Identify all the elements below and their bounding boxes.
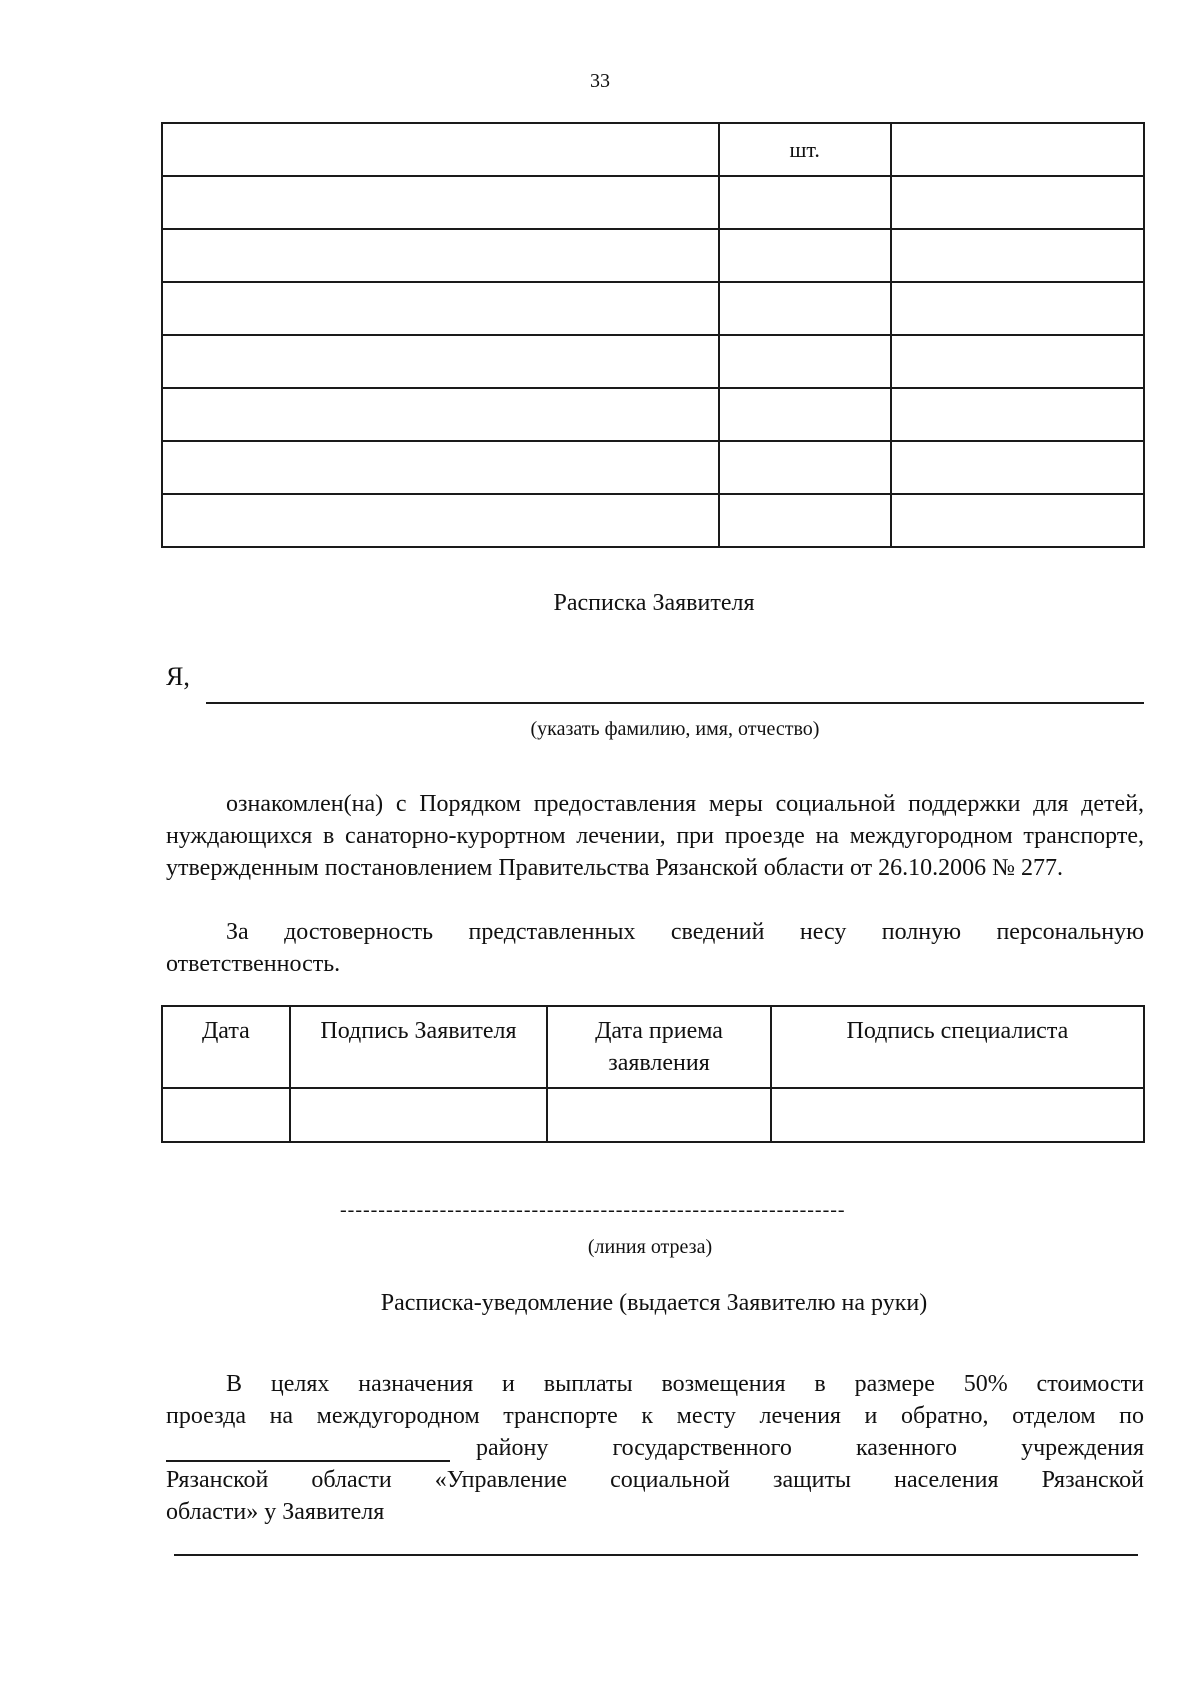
table-cell: [162, 441, 719, 494]
items-table: [161, 122, 1145, 548]
fio-line[interactable]: [206, 702, 1144, 704]
table-row: [162, 282, 1144, 335]
applicant-blank-line[interactable]: [174, 1554, 1138, 1556]
table-cell: [719, 335, 891, 388]
table-row: [162, 1006, 1144, 1088]
table-cell: [891, 123, 1144, 176]
applicant-signature-cell[interactable]: [290, 1088, 547, 1142]
table-row: [162, 335, 1144, 388]
notice-line-2: проезда на междугородном транспорте к месту лечения и обратно, отделом по: [166, 1403, 1144, 1429]
table-cell: [891, 282, 1144, 335]
applicant-signature-header: Подпись Заявителя: [290, 1006, 547, 1088]
i-label: Я,: [166, 662, 190, 691]
table-cell: [162, 388, 719, 441]
unit-header: шт.: [719, 123, 891, 176]
notice-line-3: району государственного казенного учреждения: [476, 1435, 1144, 1461]
table-row: [162, 494, 1144, 547]
cut-line: ------------------------------------------------------------------: [340, 1200, 846, 1220]
table-row: [162, 1088, 1144, 1142]
table-cell: [891, 388, 1144, 441]
table-cell: [891, 441, 1144, 494]
table-cell: [891, 494, 1144, 547]
table-row: [162, 229, 1144, 282]
table-cell: [719, 441, 891, 494]
receipt-date-cell[interactable]: [547, 1088, 771, 1142]
specialist-signature-header: Подпись специалиста: [771, 1006, 1144, 1088]
specialist-signature-cell[interactable]: [771, 1088, 1144, 1142]
receipt-paragraph-1: ознакомлен(на) с Порядком предоставления меры социальной поддержки для детей, нуждающихся в санаторно-курортном лечении, при проезде на междугородном транспорте, утвержденным постановлением Правительства Рязанской области от 26.10.2006 № 277.: [166, 791, 1144, 881]
table-cell: [162, 335, 719, 388]
page-number: 33: [590, 70, 610, 92]
table-cell: [891, 229, 1144, 282]
signature-table: [161, 1005, 1145, 1143]
table-cell: [719, 494, 891, 547]
table-row: [162, 123, 1144, 176]
table-cell: [162, 123, 719, 176]
table-cell: [162, 494, 719, 547]
notice-title: Расписка-уведомление (выдается Заявителю на руки): [380, 1290, 928, 1316]
table-cell: [162, 229, 719, 282]
table-cell: [719, 229, 891, 282]
date-header: Дата: [162, 1006, 290, 1088]
table-row: [162, 176, 1144, 229]
table-row: [162, 388, 1144, 441]
fio-hint: (указать фамилию, имя, отчество): [530, 718, 820, 740]
table-cell: [719, 282, 891, 335]
receipt-date-header: Дата приема заявления: [547, 1006, 771, 1088]
date-cell[interactable]: [162, 1088, 290, 1142]
receipt-title: Расписка Заявителя: [553, 590, 755, 616]
table-cell: [719, 388, 891, 441]
district-blank-line[interactable]: [166, 1460, 450, 1462]
notice-line-5: области» у Заявителя: [166, 1499, 385, 1525]
cut-line-label: (линия отреза): [587, 1236, 713, 1258]
table-row: [162, 441, 1144, 494]
table-cell: [891, 176, 1144, 229]
table-cell: [891, 335, 1144, 388]
notice-line-1: В целях назначения и выплаты возмещения в размере 50% стоимости: [226, 1371, 1144, 1397]
notice-line-4: Рязанской области «Управление социальной защиты населения Рязанской: [166, 1467, 1144, 1493]
receipt-paragraph-2: За достоверность представленных сведений несу полную персональную ответственность.: [166, 919, 1144, 977]
table-cell: [162, 176, 719, 229]
table-cell: [719, 176, 891, 229]
table-cell: [162, 282, 719, 335]
